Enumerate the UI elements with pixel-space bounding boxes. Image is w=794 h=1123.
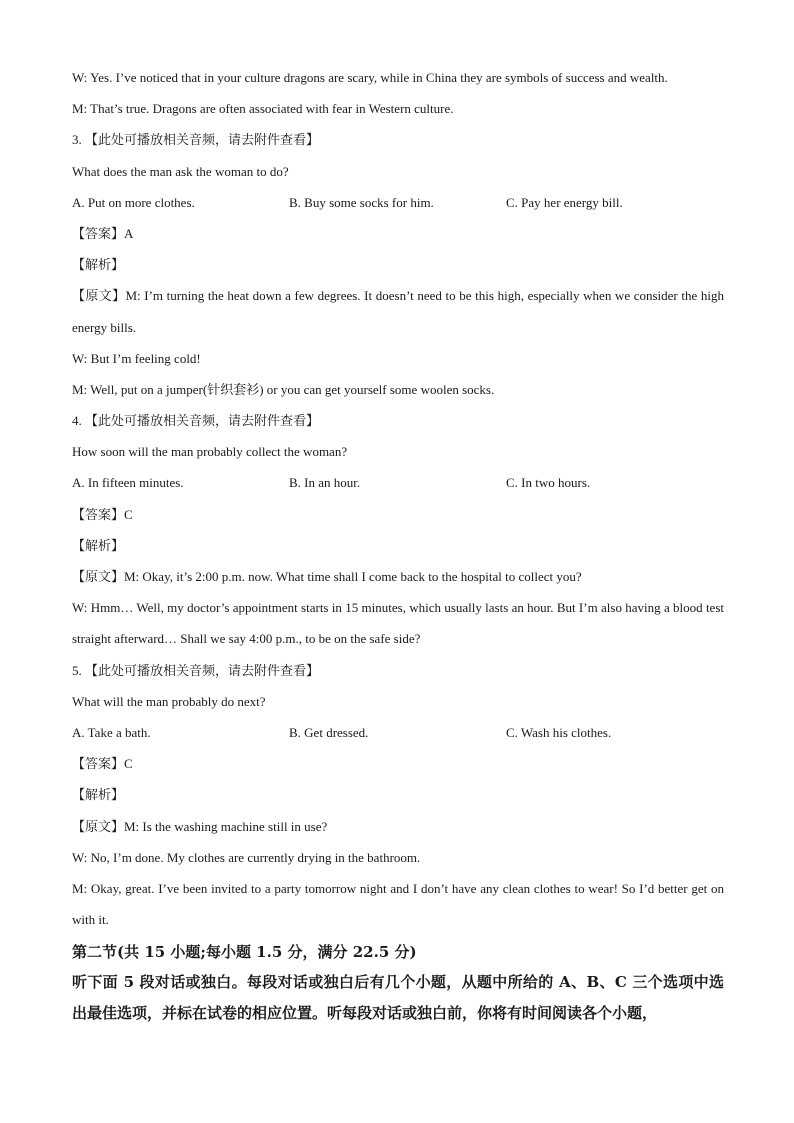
- dialogue-line: W: Yes. I’ve noticed that in your culture dragons are scary, while in China they are symbols of success and wealth.: [72, 70, 668, 85]
- answer-label: 【答案】C: [72, 506, 133, 522]
- question-3-options: [72, 187, 724, 218]
- transcript-line: 【原文】M: I’m turning the heat down a few degrees. It doesn’t need to be this high, especially when we consider the high energy bills.: [72, 288, 724, 335]
- option-a: A. In fifteen minutes.: [72, 475, 184, 491]
- option-b: B. Get dressed.: [289, 725, 369, 740]
- option-b: B. In an hour.: [289, 475, 361, 491]
- option-a: A. Put on more clothes.: [72, 194, 195, 210]
- transcript-line: W: No, I’m done. My clothes are currently drying in the bathroom.: [72, 849, 421, 865]
- audio-placeholder[interactable]: 4. 【此处可播放相关音频，请去附件查看】: [72, 413, 320, 429]
- question-3-text: What does the man ask the woman to do?: [72, 163, 289, 179]
- option-a: A. Take a bath.: [72, 725, 151, 740]
- transcript-line: 【原文】M: Okay, it’s 2:00 p.m. now. What time shall I come back to the hospital to collect you?: [72, 569, 582, 585]
- audio-placeholder[interactable]: 3. 【此处可播放相关音频，请去附件查看】: [72, 132, 320, 148]
- question-5-options: [72, 717, 724, 748]
- section-2-instruction: 听下面 5 段对话或独白。每段对话或独白后有几个小题，从题中所给的 A、B、C 三个选项中选出最佳选项，并标在试卷的相应位置。听每段对话或独白前，你将有时间阅读各个小题，: [72, 973, 724, 1023]
- question-4-text: How soon will the man probably collect the woman?: [72, 444, 348, 460]
- question-4-header: [72, 405, 724, 436]
- question-5-header: [72, 655, 724, 686]
- document-page: [72, 62, 724, 1029]
- option-b: B. Buy some socks for him.: [289, 194, 434, 210]
- question-4-options: [72, 467, 724, 498]
- question-5-text: What will the man probably do next?: [72, 693, 266, 709]
- option-c: C. Pay her energy bill.: [506, 194, 623, 210]
- transcript-line: W: But I’m feeling cold!: [72, 350, 201, 366]
- option-c: C. In two hours.: [506, 475, 591, 491]
- audio-placeholder[interactable]: 5. 【此处可播放相关音频，请去附件查看】: [72, 662, 320, 678]
- analysis-label: 【解析】: [72, 787, 125, 803]
- option-c: C. Wash his clothes.: [506, 725, 612, 740]
- section-2-title: 第二节(共 15 小题;每小题 1.5 分，满分 22.5 分): [72, 943, 417, 962]
- transcript-line: 【原文】M: Is the washing machine still in use?: [72, 818, 328, 834]
- transcript-line: W: Hmm… Well, my doctor’s appointment starts in 15 minutes, which usually lasts an hour. But I’m also having a blood test straight afterward… Shall we say 4:00 p.m., to be on the safe side?: [72, 600, 724, 647]
- transcript-line: M: Okay, great. I’ve been invited to a party tomorrow night and I don’t have any clean clothes to wear! So I’d better get on with it.: [72, 880, 724, 928]
- analysis-label: 【解析】: [72, 537, 125, 553]
- analysis-label: 【解析】: [72, 257, 125, 273]
- question-3-header: [72, 124, 724, 155]
- answer-label: 【答案】C: [72, 756, 133, 772]
- answer-label: 【答案】A: [72, 225, 134, 241]
- transcript-line: M: Well, put on a jumper(针织套衫) or you can get yourself some woolen socks.: [72, 381, 495, 397]
- dialogue-line: M: That’s true. Dragons are often associated with fear in Western culture.: [72, 101, 454, 117]
